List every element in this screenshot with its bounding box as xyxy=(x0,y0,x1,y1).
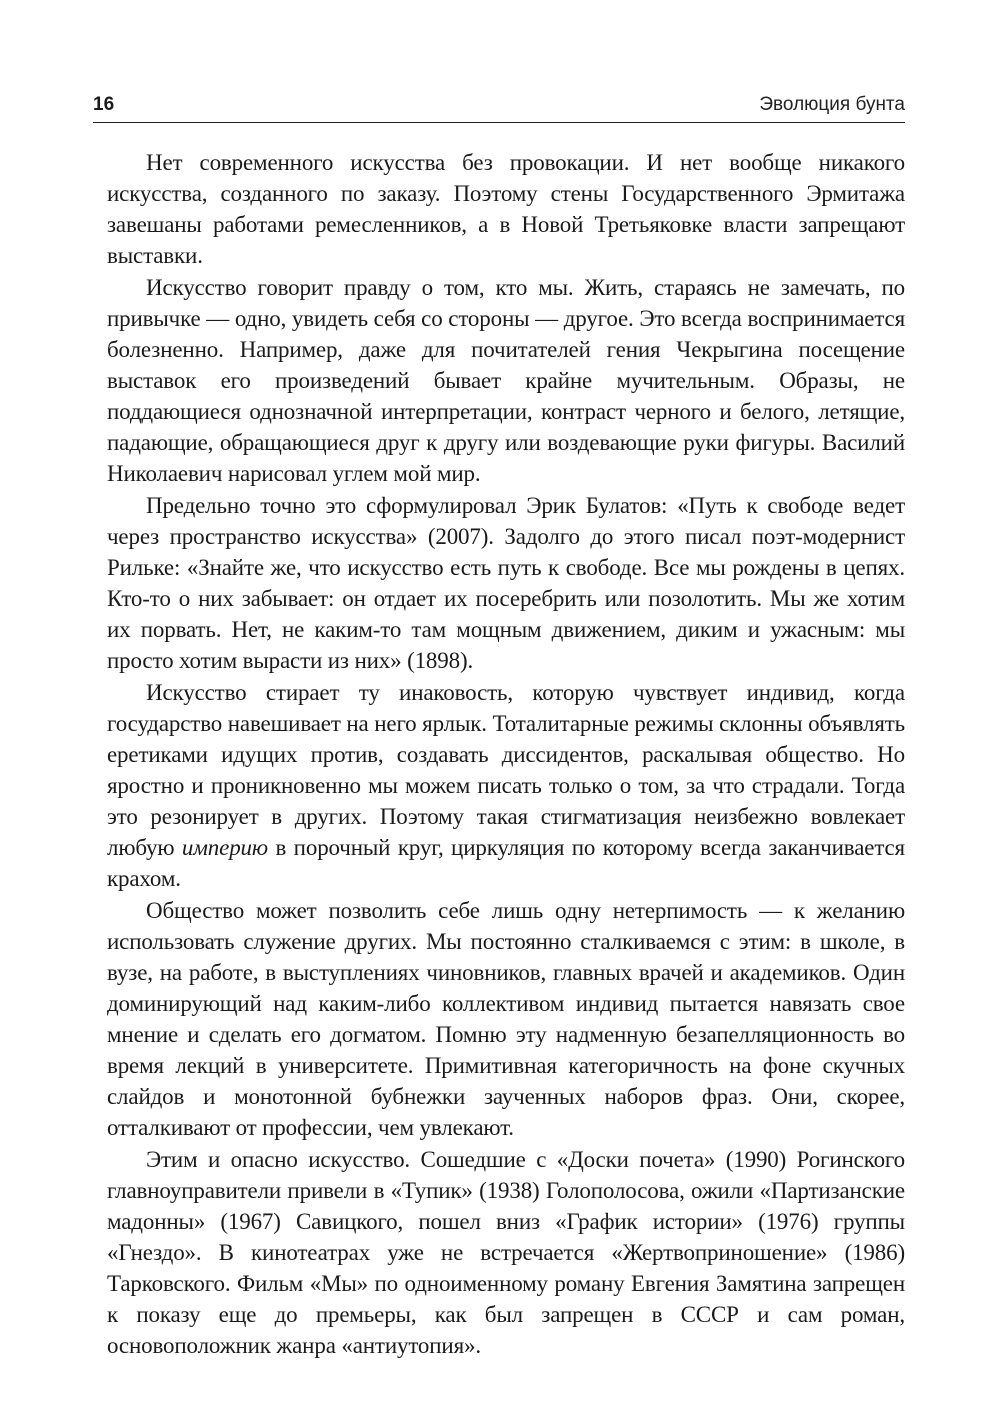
paragraph-2: Искусство говорит правду о том, кто мы. Жить, стараясь не замечать, по привычке — одно, увидеть себя со стороны — другое. Это всегда воспринимается болезненно. Например, даже для почитателей гения Чекрыгина посещение выставок его произведений бывает крайне мучительным. Образы, не поддающиеся однозначной интерпретации, контраст черного и белого, летящие, падающие, обращающиеся друг к другу или воздевающие руки фигуры. Василий Николаевич нарисовал углем мой мир. xyxy=(107,275,905,486)
paragraph-1: Нет современного искусства без провокации. И нет вообще никакого искусства, созданного по заказу. Поэтому стены Государственного Эрмитажа завешаны работами ремесленников, а в Новой Третьяковке власти запрещают выставки. xyxy=(107,150,905,268)
paragraph-4 xyxy=(107,677,905,894)
paragraph-4-text-after: в порочный круг, циркуляция по которому всегда заканчивается крахом. xyxy=(107,835,905,891)
paragraph-4-text-before: Искусство стирает ту инаковость, которую чувствует индивид, когда государство навешивает на него ярлык. Тоталитарные режимы склонны объявлять еретиками идущих против, создавать диссидентов, раскалывая общество. Но яростно и проникновенно мы можем писать только о том, за что страдали. Тогда это резонирует в других. Поэтому такая стигматизация неизбежно вовлекает любую xyxy=(107,680,905,860)
page-number: 16 xyxy=(93,94,115,115)
paragraph-3: Предельно точно это сформулировал Эрик Булатов: «Путь к свободе ведет через пространство искусства» (2007). Задолго до этого писал поэт-модернист Рильке: «Знайте же, что искусство есть путь к свободе. Все мы рождены в цепях. Кто-то о них забывает: он отдает их посеребрить или позолотить. Мы же хотим их порвать. Нет, не каким-то там мощным движением, диким и ужасным: мы просто хотим вырасти из них» (1898). xyxy=(107,493,905,673)
body-text xyxy=(107,147,905,1362)
paragraph-6: Этим и опасно искусство. Сошедшие с «Доски почета» (1990) Рогинского главноуправители привели в «Тупик» (1938) Голополосова, ожили «Партизанские мадонны» (1967) Савицкого, пошел вниз «График истории» (1976) группы «Гнездо». В кинотеатрах уже не встречается «Жертвоприношение» (1986) Тарковского. Фильм «Мы» по одноименному роману Евгения Замятина запрещен к показу еще до премьеры, как был запрещен в СССР и сам роман, основоположник жанра «антиутопия». xyxy=(107,1147,905,1358)
paragraph-4-emphasis: империю xyxy=(181,835,268,860)
page-header xyxy=(93,86,905,123)
running-title: Эволюция бунта xyxy=(759,94,905,115)
paragraph-5: Общество может позволить себе лишь одну нетерпимость — к желанию использовать служение других. Мы постоянно сталкиваемся с этим: в школе, в вузе, на работе, в выступлениях чиновников, главных врачей и академиков. Один доминирующий над каким-либо коллективом индивид пытается навязать свое мнение и сделать его догматом. Помню эту надменную безапелляционность во время лекций в университете. Примитивная категоричность на фоне скучных слайдов и монотонной бубнежки заученных наборов фраз. Они, скорее, отталкивают от профессии, чем увлекают. xyxy=(107,898,905,1140)
